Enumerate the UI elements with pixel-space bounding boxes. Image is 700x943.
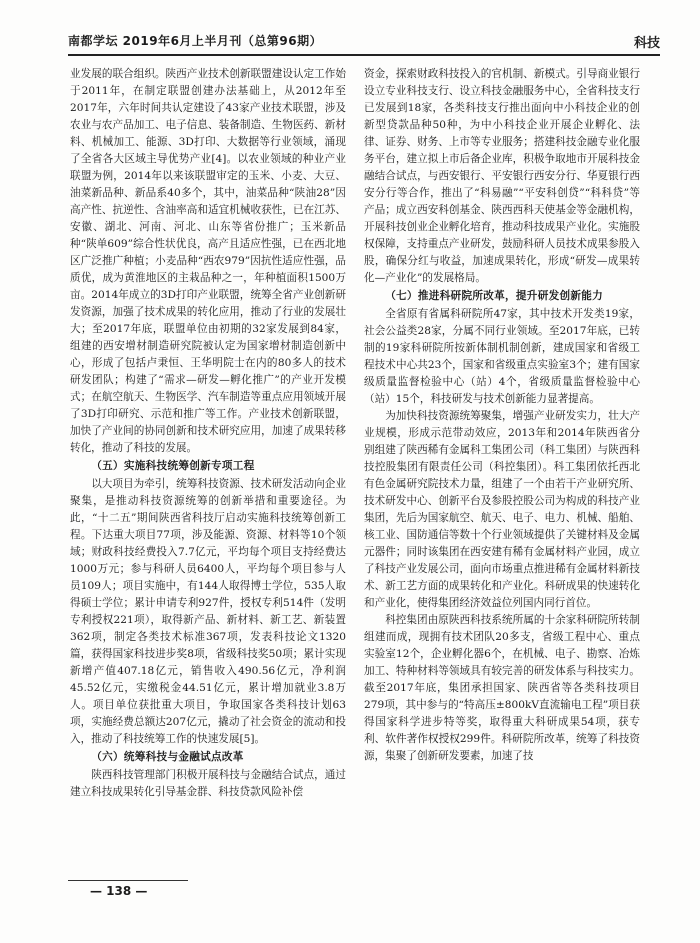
paragraph: 以大项目为牵引，统筹科技资源、技术研发活动向企业聚集，是推动科技资源统筹的创新举措和重要途径。为此，“十二五”期间陕西省科技厅启动实施科技统筹创新工程。下达重大项目77项，涉及能源、资源、材料等10个领域；财政科技经费投入7.7亿元，平均每个项目支持经费达1000万元；参与科研人员6400人，平均每个项目参与人员109人；项目实施中，有144人取得博士学位，535人取得硕士学位；累计申请专利927件，授权专利514件（发明专利授权221项），取得新产品、新材料、新工艺、新装置362项，制定各类技术标准367项，发表科技论文1320篇，获得国家科技进步奖8项，省级科技奖50项；累计实现新增产值407.18亿元，销售收入490.56亿元，净利润45.52亿元，实缴税金44.51亿元，累计增加就业3.8万人。项目单位获批重大项目，争取国家各类科技计划63项，实施经费总额达207亿元，撬动了社会资金的流动和投入，推动了科技统筹工作的快速发展[5]。	[70, 478, 346, 745]
paragraph: 陕西科技管理部门积极开展科技与金融结合试点，通过建立科技成果转化引导基金群、科技贷款风险补偿	[70, 769, 346, 798]
journal-title: 南都学坛 2019年6月上半月刊（总第96期）	[68, 34, 323, 48]
section-heading: （七）推进科研院所改革，提升研发创新能力	[385, 290, 604, 302]
section-label: 科技	[633, 36, 660, 51]
footer-divider	[68, 880, 188, 881]
page-header	[68, 28, 660, 52]
paragraph: 科控集团由原陕西科技系统所属的十余家科研院所转制组建而成，现拥有技术团队20多支，省级工程中心、重点实验室12个，企业孵化器6个，在机械、电子、勘察、冶炼加工、特种材料等领域具有较完善的研发体系与科技实力。截至2017年底，集团承担国家、陕西省等各类科技项目279项，其中参与的“特高压±800kV直流输电工程”项目获得国家科学进步特等奖，取得重大科研成果54项，获专利、软件著作权授权299件。科研院所改革，统筹了科技资源，集聚了创新研发要素，加速了技	[364, 614, 640, 762]
left-column	[70, 66, 346, 874]
paragraph: 资金，探索财政科技投入的官机制、新模式。引导商业银行设立专业科技支行、设立科技金融服务中心，全省科技支行已发展到18家，各类科技支行推出面向中小科技企业的创新型贷款品种50种，为中小科技企业开展企业孵化、法律、证券、财务、上市等专业服务；搭建科技金融专业化服务平台，建立拟上市后备企业库，积极争取地市开展科技金融结合试点，与西安银行、平安银行西安分行、华夏银行西安分行等合作，推出了“科易融”“平安科创贷”“科科贷”等产品；成立西安科创基金、陕西西科天使基金等金融机构，开展科技创业企业孵化培育，推动科技成果产业化。实施股权保障，支持重点产业研发，鼓励科研人员技术成果参股入股，确保分红与收益，加速成果转化，形成“研发—成果转化—产业化”的发展格局。	[364, 68, 640, 284]
header-divider	[68, 54, 660, 56]
section-heading: （六）统筹科技与金融试点改革	[91, 751, 244, 763]
page-number: — 138 —	[90, 884, 148, 898]
paragraph: 全省原有省属科研院所47家，其中技术开发类19家，社会公益类28家，分属不同行业领域。至2017年底，已转制的19家科研院所按新体制机制创新，建成国家和省级工程技术中心共23个，国家和省级重点实验室3个；建有国家级质量监督检验中心（站）4个，省级质量监督检验中心（站）15个，科技研发与技术创新能力显著提高。	[364, 308, 640, 405]
section-heading: （五）实施科技统筹创新专项工程	[91, 460, 255, 472]
right-column	[364, 66, 640, 874]
paragraph: 业发展的联合组织。陕西产业技术创新联盟建设认定工作始于2011年，在制定联盟创建办法基础上，从2012年至2017年，六年时间共认定建设了43家产业技术联盟，涉及农业与农产品加工、电子信息、装备制造、生物医药、新材料、机械加工、能源、3D打印、大数据等行业领域，涌现了全省各大区域主导优势产业[4]。以农业领域的种业产业联盟为例，2014年以来该联盟审定的玉米、小麦、大豆、油菜新品种、新品系40多个，其中，油菜品种“陕油28”因高产性、抗逆性、含油率高和适宜机械收获性，已在江苏、安徽、湖北、河南、河北、山东等省份推广；玉米新品种“陕单609”综合性状优良，高产且适应性强，已在西北地区广泛推广种植；小麦品种“西农979”因抗性适应性强，品质优，成为黄淮地区的主栽品种之一，年种植面积1500万亩。2014年成立的3D打印产业联盟，统筹全省产业创新研发资源，加强了技术成果的转化应用，推动了行业的发展壮大；至2017年底，联盟单位由初期的32家发展到84家，组建的西安增材制造研究院被认定为国家增材制造创新中心，形成了包括卢秉恒、王华明院士在内的80多人的技术研发团队；构建了“需求—研发—孵化推广”的产业开发模式；在航空航天、生物医学、汽车制造等重点应用领域开展了3D打印研究、示范和推广等工作。产业技术创新联盟，加快了产业间的协同创新和技术研究应用，加速了成果转移转化，推动了科技的发展。	[70, 68, 346, 454]
paragraph: 为加快科技资源统筹聚集，增强产业研发实力，壮大产业规模，形成示范带动效应，2013年和2014年陕西省分别组建了陕西稀有金属科工集团公司（科工集团）与陕西科技控股集团有限责任公司（科控集团）。科工集团依托西北有色金属研究院技术力量，组建了一个由若干产业研究所、技术研发中心、创新平台及参股控股公司为构成的科技产业集团，先后为国家航空、航天、电子、电力、机械、船舶、核工业、国防通信等数十个行业领域提供了关键材料及金属元器件；同时该集团在西安建有稀有金属材料产业园，成立了科技产业发展公司，面向市场重点推进稀有金属材料新技术、新工艺方面的成果转化和产业化。科研成果的快速转化和产业化，使得集团经济效益位列国内同行首位。	[364, 410, 640, 609]
